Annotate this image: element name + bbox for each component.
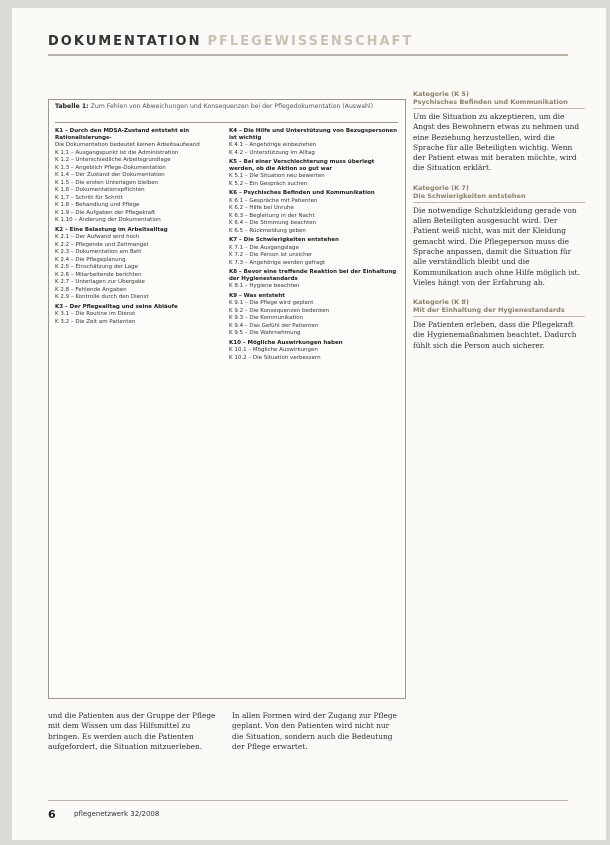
footer-rule (48, 800, 568, 801)
table-heading: K4 – Die Hilfe und Unterstützung von Bezugspersonen ist wichtig (229, 128, 398, 141)
table-heading: K2 – Eine Belastung im Arbeitsalltag (55, 226, 168, 233)
table-heading: K10 – Mögliche Auswirkungen haben (229, 339, 343, 346)
table-row: K 3.1 – Die Routine im Dienst (55, 311, 136, 317)
table-row: K 5.2 – Ein Gespräch suchen (229, 180, 308, 187)
body-text-col2: In allen Formen wird der Zugang zur Pflege geplant. Von den Patienten wird nicht nur die Situation, sondern auch die Bedeutung der Pflege erwartet. (232, 711, 397, 751)
table-row: K 6.4 – Die Stimmung beachten (229, 220, 317, 226)
table-row: K 2.2 – Pflegende und Zeitmangel (55, 241, 149, 248)
table-row: K 6.2 – Hilfe bei Unruhe (229, 205, 294, 211)
table-row: K 4.1 – Angehörige einbeziehen (229, 142, 317, 148)
table-row: K 2.3 – Dokumentation am Bett (55, 249, 142, 255)
table-heading: K5 – Bei einer Verschlechterung muss überlegt werden, ob die Aktion so gut war (229, 159, 375, 172)
table-heading: K3 – Der Pflegealltag und seine Abläufe (55, 303, 178, 310)
table-row: K 1.1 – Ausgangspunkt ist die Administration (55, 149, 179, 156)
table-row: K 2.7 – Unterlagen zur Übergabe (55, 279, 145, 285)
category-title: Mit der Einhaltung der Hygienestandards (413, 306, 585, 317)
table-row: K 1.9 – Die Aufgaben der Pflegekraft (55, 209, 156, 216)
table-row: K 10.2 – Die Situation verbessern (229, 354, 321, 361)
table-row: K 9.4 – Das Gefühl der Patienten (229, 322, 319, 329)
header-rule (48, 54, 568, 56)
table-row: K 2.6 – Mitarbeitende berichten (55, 271, 142, 278)
table-row: K 3.2 – Die Zeit am Patienten (55, 318, 136, 325)
table-row: Die Dokumentation bedeutet keinen Arbeitsaufwand (55, 142, 200, 148)
table-row: K 4.2 – Unterstützung im Alltag (229, 149, 315, 156)
table-row: K 9.5 – Die Wahrnehmung (229, 330, 301, 336)
category-title: Die Schwierigkeiten entstehen (413, 192, 585, 203)
table-row: K 1.8 – Behandlung und Pflege (55, 202, 140, 208)
table-row: K 7.2 – Die Person ist unsicher (229, 252, 313, 258)
table-row: K 5.1 – Die Situation neu bewerten (229, 173, 325, 179)
category-label: Kategorie (K 5) (413, 90, 469, 98)
page-number: 6 (48, 808, 56, 821)
table-row: K 2.1 – Der Aufwand wird hoch (55, 234, 140, 240)
table-heading: K7 – Die Schwierigkeiten entstehen (229, 237, 339, 243)
table-row: K 1.5 – Die ersten Unterlagen bleiben (55, 179, 159, 186)
table-row: K 1.3 – Angeblich Pflege-Dokumentation (55, 164, 166, 171)
category-label: Kategorie (K 8) (413, 298, 469, 307)
table-row: K 9.3 – Die Kommunikation (229, 315, 304, 321)
data-table (48, 99, 406, 699)
publication-info: pflegenetzwerk 32/2008 (74, 810, 160, 818)
table-heading: K9 – Was entsteht (229, 292, 285, 299)
body-text-col1: und die Patienten aus der Gruppe der Pflege mit dem Wissen um das Hilfsmittel zu bringen. Es werden auch die Patienten aufgefordert, die Situation mitzuerleben. (48, 711, 216, 751)
section-header (48, 30, 568, 50)
table-row: K 1.7 – Schritt für Schritt (55, 194, 123, 201)
footer (48, 808, 568, 822)
table-row: K 1.2 – Unterschiedliche Arbeitsgrundlage (55, 157, 171, 163)
table-row: K 1.10 – Änderung der Dokumentation (55, 217, 161, 223)
header-title: DOKUMENTATION (48, 34, 202, 49)
table-column-right (229, 125, 399, 362)
table-caption (55, 103, 395, 111)
sidebar-column (413, 90, 585, 361)
table-row: K 1.4 – Der Zustand der Dokumentation (55, 172, 165, 178)
table-row: K 1.6 – Dokumentationspflichten (55, 187, 145, 193)
table-row: K 6.5 – Rückmeldung geben (229, 227, 306, 234)
table-label: Tabelle 1: (55, 103, 89, 110)
table-rule (55, 122, 398, 123)
table-row: K 6.1 – Gespräche mit Patienten (229, 197, 318, 204)
table-column-left (55, 125, 225, 326)
table-row: K 7.1 – Die Ausgangslage (229, 244, 299, 251)
category-body: Die Patienten erleben, dass die Pflegekraft die Hygienemaßnahmen beachtet. Dadurch fühlt sich die Person auch sicherer. (413, 320, 577, 350)
table-row: K 7.3 – Angehörige werden gefragt (229, 259, 325, 266)
category-body: Um die Situation zu akzeptieren, um die Angst des Bewohnern etwas zu nehmen und eine Beziehung herzustellen, wird die Sprache für alle Beteiligten wichtig. Wenn der Patient etwas mit beraten möchte, wird die Situation erklärt. (413, 112, 580, 173)
table-row: K 8.1 – Hygiene beachten (229, 283, 300, 289)
table-row: K 10.1 – Mögliche Auswirkungen (229, 347, 318, 353)
header-subtitle: PFLEGEWISSENSCHAFT (207, 34, 414, 49)
table-row: K 2.4 – Die Pflegeplanung (55, 256, 126, 263)
table-heading: K1 – Durch den MDSA-Zustand entsteht ein Rationalisierungs- (55, 128, 190, 141)
table-heading: K6 – Psychisches Befinden und Kommunikation (229, 190, 375, 196)
table-row: K 6.3 – Begleitung in der Nacht (229, 212, 315, 219)
category-label: Kategorie (K 7) (413, 183, 469, 192)
table-row: K 9.1 – Die Pflege wird geplant (229, 300, 314, 306)
table-title: Zum Fehlen von Abweichungen und Konsequenzen bei der Pflegedokumentation (Auswahl) (90, 103, 374, 110)
table-row: K 2.9 – Kontrolle durch den Dienst (55, 294, 149, 300)
page (12, 8, 606, 840)
category-title: Psychisches Befinden und Kommunikation (413, 98, 585, 109)
table-heading: K8 – Bevor eine treffende Reaktion bei der Einhaltung der Hygienestandards (229, 269, 397, 282)
category-body: Die notwendige Schutzkleidung gerade von allen Beteiligten ausgesucht wird. Der Patient weiß nicht, was mit der Kleidung gemacht wird. Die Pflegeperson muss die Sprache anpassen, damit die Situation für alle verständlich bleibt und die Kommunikation auch ohne Hilfe möglich ist. Vieles hängt von der Erfahrung ab. (413, 205, 580, 287)
table-row: K 2.8 – Fehlende Angaben (55, 286, 127, 293)
table-row: K 2.5 – Einschätzung der Lage (55, 264, 139, 270)
table-row: K 9.2 – Die Konsequenzen bedenken (229, 307, 330, 314)
